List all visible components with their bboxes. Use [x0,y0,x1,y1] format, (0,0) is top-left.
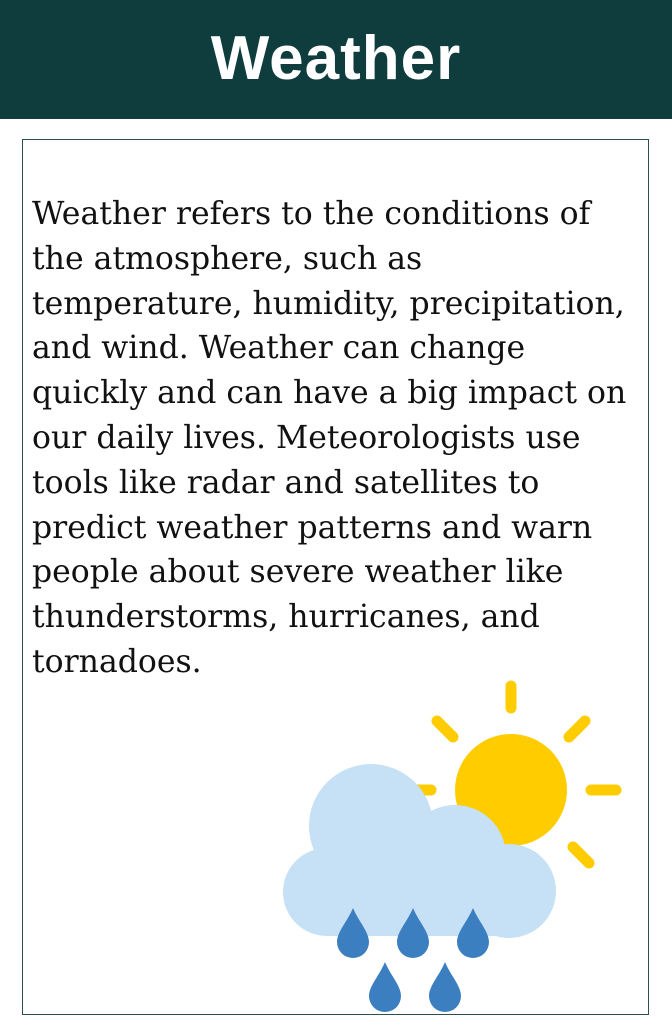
sun-cloud-rain-icon [261,674,631,1014]
page-title: Weather [210,24,462,93]
rain-drops-icon [337,908,489,1012]
title-banner [0,0,672,119]
content-box [22,139,649,1015]
weather-description: Weather refers to the conditions of the atmosphere, such as temperature, humidity, precipitation, and wind. Weather can change quickly and can have a big impact on our daily lives. Meteorologists use tools like radar and satellites to predict weather patterns and warn people about severe weather like thunderstorms, hurricanes, and tornadoes. [32,196,627,680]
